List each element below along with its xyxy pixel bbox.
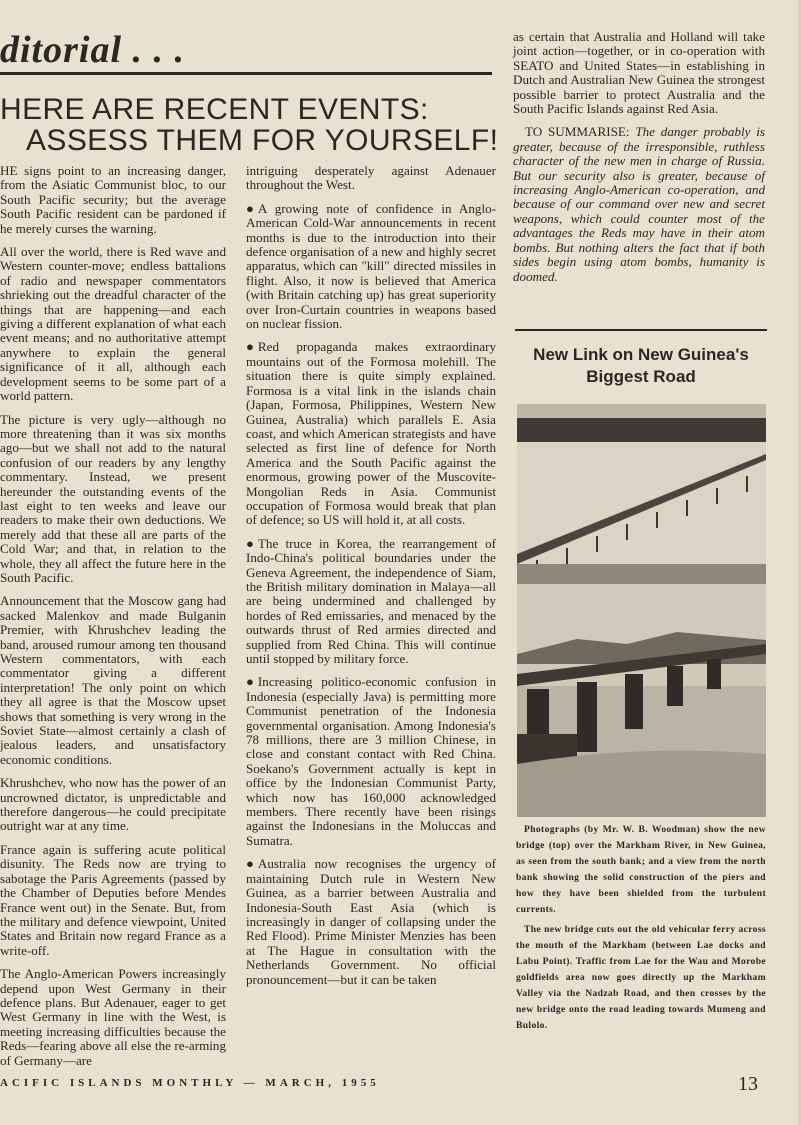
column-divider	[515, 329, 767, 331]
paragraph: Announcement that the Moscow gang had sacked Malenkov and made Bulganin Premier, with Khrushchev leading the band, aroused rumour among ten thousand Western commentators, with each commentator giving a different interpretation! The only point on which they all agree is that the Moscow upset shows that something is very wrong in the Soviet State—almost certainly a clash of jealous leaders, and unsatisfactory economic conditions.	[0, 593, 226, 767]
page-footer	[0, 1073, 801, 1097]
bridge-photo-illustration	[517, 404, 766, 817]
bridge-photo	[517, 404, 766, 817]
headline-line-2: ASSESS THEM FOR YOURSELF!	[26, 124, 499, 157]
page-number: 13	[738, 1073, 758, 1095]
bullet-icon: ●	[246, 339, 254, 355]
masthead-rule	[0, 72, 492, 75]
summary-lead: TO SUMMARISE:	[525, 124, 630, 140]
paragraph: as certain that Australia and Holland will take joint action—together, or in co-operation with SEATO and United States—in establishing in Dutch and Australian New Guinea the strongest possible barrier to protect Australia and the South Pacific Islands against Red Asia.	[513, 29, 765, 117]
photo-caption	[516, 822, 766, 1038]
bullet-paragraph	[246, 202, 496, 332]
bullet-paragraph	[246, 340, 496, 527]
paragraph: All over the world, there is Red wave and Western counter-move; endless battalions of radio and newspaper commentators shrieking out the dreadful character of the things that are happening—and each giving a different explanation of what each event means; and no authoritative attempt anywhere to explain the general significance of it all, although each development seems to be some part of a world pattern.	[0, 244, 226, 404]
footer-publication: ACIFIC ISLANDS MONTHLY — MARCH, 1955	[0, 1077, 380, 1089]
paragraph: HE signs point to an increasing danger, from the Asiatic Communist bloc, to our South Pacific security; but the average South Pacific resident can be pardoned if he merely curses the warning.	[0, 163, 226, 236]
paragraph-text: Australia now recognises the urgency of maintaining Dutch rule in Western New Guinea, as a barrier between Australia and Indonesia-South East Asia (which is increasingly in danger of collapsing under the Red Flood). Prime Minister Menzies has been at The Hague in consultation with the Netherlands Government. No official pronouncement—but it can be taken	[246, 856, 496, 987]
bullet-icon: ●	[246, 674, 254, 690]
caption-paragraph: The new bridge cuts out the old vehicular ferry across the mouth of the Markham (between Lae docks and Labu Point). Traffic from Lae for the Wau and Morobe goldfields area now goes directly up the Markham Valley via the Nadzab Road, and then crosses by the new bridge onto the road leading towards Mumeng and Bulolo.	[516, 924, 766, 1031]
bullet-paragraph	[246, 857, 496, 987]
summary-text: The danger probably is greater, because of the irresponsible, ruthless character of the new men in charge of Russia. But our security also is greater, because of increasing Anglo-American co-operation, and because of our command over new and secret weapons, which could counter most of the advantages the Reds may have in their atom bombs. But nothing alters the fact that if both sides begin using atom bombs, humanity is doomed.	[513, 124, 765, 284]
bullet-paragraph	[246, 675, 496, 848]
bullet-icon: ●	[246, 856, 254, 872]
paragraph-text: A growing note of confidence in Anglo-American Cold-War announcements in recent months is due to the introduction into their defence organisation of a new and highly secret apparatus, which can "kill" directed missiles in flight. Also, it now is believed that America (with Britain catching up) has great superiority over Iron-Curtain countries in weapons based on nuclear fission.	[246, 200, 496, 332]
paragraph-text: Red propaganda makes extraordinary mountains out of the Formosa molehill. The situation there is quite simply explained. Formosa is a vital link in the islands chain (Japan, Formosa, Philippines, Western New Guinea, Australia) which parallels E. Asia coast, and which American strategists and have selected as first line of defence for North America and the South Pacific against the enormous, growing power of the Muscovite-Mongolian Reds in Asia. Communist occupation of Formosa would break that plan of defence; so US will hold it, at all costs.	[246, 339, 496, 528]
article-column-1	[0, 164, 226, 1077]
headline-line-1: HERE ARE RECENT EVENTS:	[0, 93, 429, 126]
paragraph: France again is suffering acute political disunity. The Reds now are trying to sabotage the Paris Agreements (passed by the Chamber of Deputies before Mendes France went out) in the Senate. But, from the military and defence viewpoint, United States and Britain now regard France as a write-off.	[0, 841, 226, 958]
bullet-paragraph	[246, 537, 496, 667]
paragraph: The picture is very ugly—although no more threatening than it was six months ago—but we shall not add to the natural confusion of our readers by any lengthy commentary. Instead, we present hereunder the outstanding events of the last eight to ten weeks and leave our readers to make their own deductions. We merely add that these all are parts of the Cold War; and that, in relation to the whole, they all affect the future here in the South Pacific.	[0, 411, 226, 585]
caption-paragraph: Photographs (by Mr. W. B. Woodman) show the new bridge (top) over the Markham River, in New Guinea, as seen from the south bank; and a view from the north bank showing the solid construction of the piers and how they have been shielded from the turbulent currents.	[516, 824, 766, 915]
masthead-word: ditorial . . .	[0, 29, 186, 71]
paragraph: Khrushchev, who now has the power of an uncrowned dictator, is unpredictable and therefore dangerous—he could precipitate outright war at any time.	[0, 775, 226, 834]
bullet-icon: ●	[246, 535, 254, 551]
bullet-icon: ●	[246, 200, 254, 216]
section-masthead	[0, 30, 500, 70]
photo-feature-title: New Link on New Guinea's Biggest Road	[533, 345, 749, 386]
paragraph-text: Increasing politico-economic confusion in Indonesia (especially Java) is permitting more Communist penetration of the Indonesia governmental organisation. Among Indonesia's 78 millions, there are 3 million Chinese, in close and constant contact with Red China. Soekano's Government actually is kept in office by the Indonesian Communist Party, which now has 160,000 acknowledged members. There recently have been risings against the Indonesians in the Moluccas and Sumatra.	[246, 674, 496, 848]
article-column-3	[513, 30, 765, 293]
paragraph: intriguing desperately against Adenauer throughout the West.	[246, 163, 496, 193]
summary-paragraph	[513, 125, 765, 283]
paragraph-text: The truce in Korea, the rearrangement of Indo-China's political boundaries under the Geneva Agreement, the independence of Siam, the British military domination in Malaya—all are being undermined and challenged by hordes of Red emissaries, and menaced by the outwards thrust of Red armies directed and supplied from Red China. This will continue until stopped by military force.	[246, 535, 496, 666]
headline	[0, 94, 500, 156]
paragraph: The Anglo-American Powers increasingly depend upon West Germany in their defence plans. But Adenauer, eager to get West Germany in line with the West, is meeting increasing difficulties because the Reds—fearing above all else the re-arming of Germany—are	[0, 966, 226, 1068]
article-column-2	[246, 164, 496, 996]
